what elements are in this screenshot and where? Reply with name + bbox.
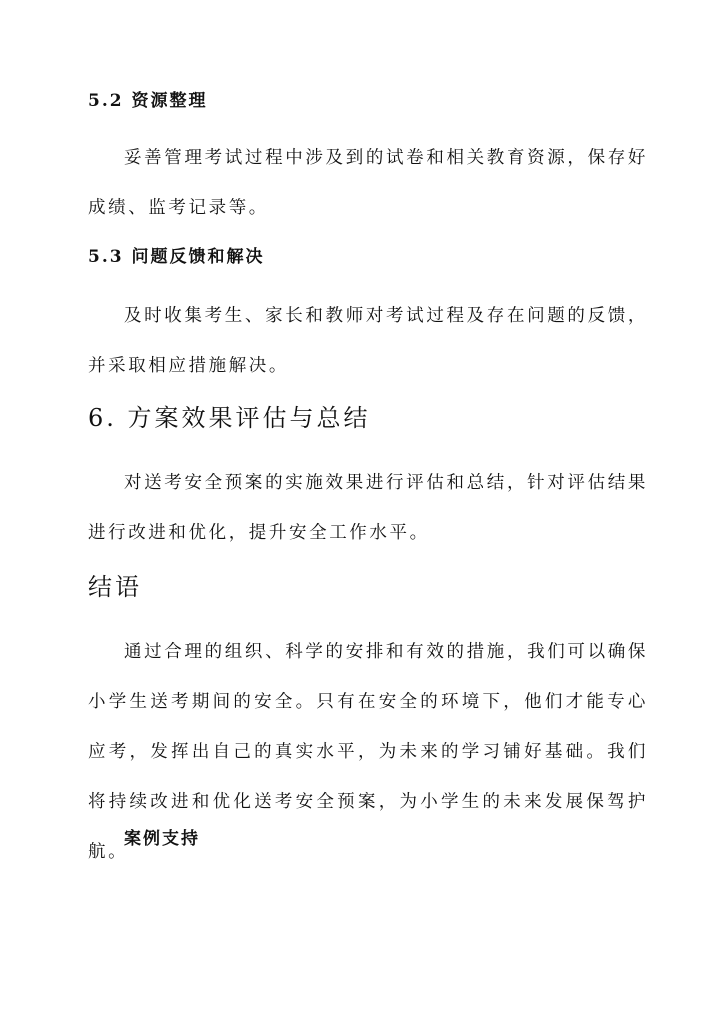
case-support-label: 案例支持 [124, 829, 200, 849]
conclusion-heading: 结语 [88, 573, 142, 601]
section-5-2-paragraph: 妥善管理考试过程中涉及到的试卷和相关教育资源，保存好成绩、监考记录等。 [88, 148, 648, 218]
section-6-heading: 6. 方案效果评估与总结 [88, 404, 371, 432]
section-5-2-heading: 5.2 资源整理 [88, 91, 208, 111]
conclusion-paragraph: 通过合理的组织、科学的安排和有效的措施，我们可以确保小学生送考期间的安全。只有在安全的环境下，他们才能专心应考，发挥出自己的真实水平，为未来的学习铺好基础。我们将持续改进和优化送考安全预案，为小学生的未来发展保驾护航。 [88, 642, 648, 862]
section-6-paragraph: 对送考安全预案的实施效果进行评估和总结，针对评估结果进行改进和优化，提升安全工作水平。 [88, 473, 648, 543]
section-5-3-paragraph: 及时收集考生、家长和教师对考试过程及存在问题的反馈，并采取相应措施解决。 [88, 306, 648, 376]
section-5-3-heading: 5.3 问题反馈和解决 [88, 247, 265, 267]
